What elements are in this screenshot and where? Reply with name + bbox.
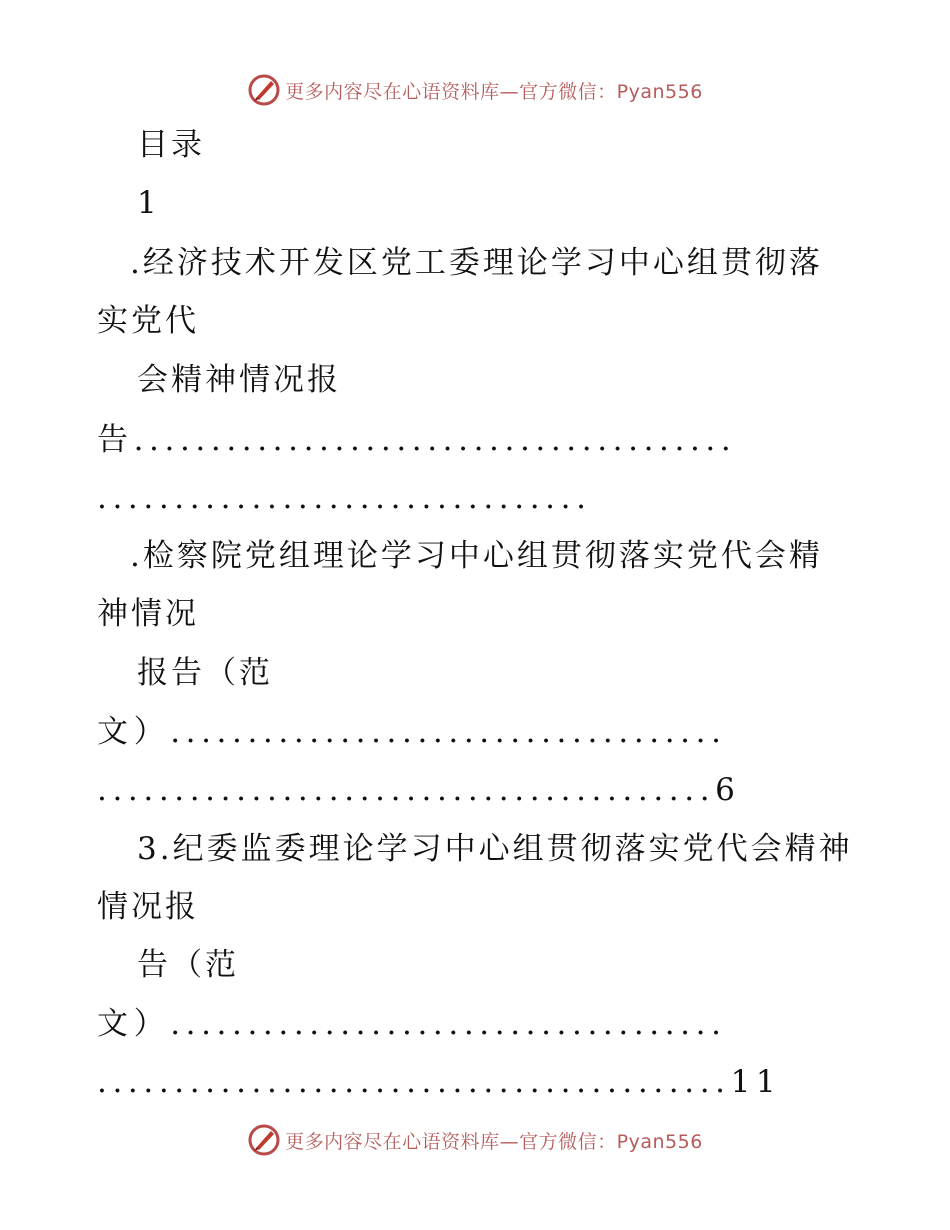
toc-item2-line5: ........................................6 <box>97 772 741 808</box>
toc-item1-line5: ................................ <box>97 480 592 516</box>
toc-item1-line2: 实党代 <box>97 303 199 339</box>
toc-item3-line4: 文）.................................... <box>97 1006 727 1042</box>
toc-item1-line3: 会精神情况报 <box>137 362 341 398</box>
toc-item1-line1: .经济技术开发区党工委理论学习中心组贯彻落 <box>130 245 823 281</box>
toc-item2-line1: .检察院党组理论学习中心组贯彻落实党代会精 <box>130 538 823 574</box>
toc-item3-line5: .........................................11 <box>97 1064 782 1100</box>
toc-item2-line2: 神情况 <box>97 596 199 632</box>
toc-item1-line4: 告....................................... <box>97 422 737 458</box>
toc-item3-line2: 情况报 <box>97 889 199 925</box>
toc-item1-number: 1 <box>137 185 160 221</box>
toc-item2-line4: 文）.................................... <box>97 714 727 750</box>
toc-item3-line3: 告（范 <box>137 947 239 983</box>
quill-logo-icon <box>247 73 281 107</box>
footer-banner-text: 更多内容尽在心语资料库—官方微信：Pyan556 <box>285 1130 703 1153</box>
header-banner <box>0 70 950 110</box>
footer-banner <box>0 1120 950 1160</box>
toc-item3-line1: 3.纪委监委理论学习中心组贯彻落实党代会精神 <box>137 831 853 867</box>
toc-item2-line3: 报告（范 <box>137 655 273 691</box>
header-banner-text: 更多内容尽在心语资料库—官方微信：Pyan556 <box>285 80 703 103</box>
quill-logo-icon <box>247 1123 281 1157</box>
toc-title: 目录 <box>137 127 205 163</box>
